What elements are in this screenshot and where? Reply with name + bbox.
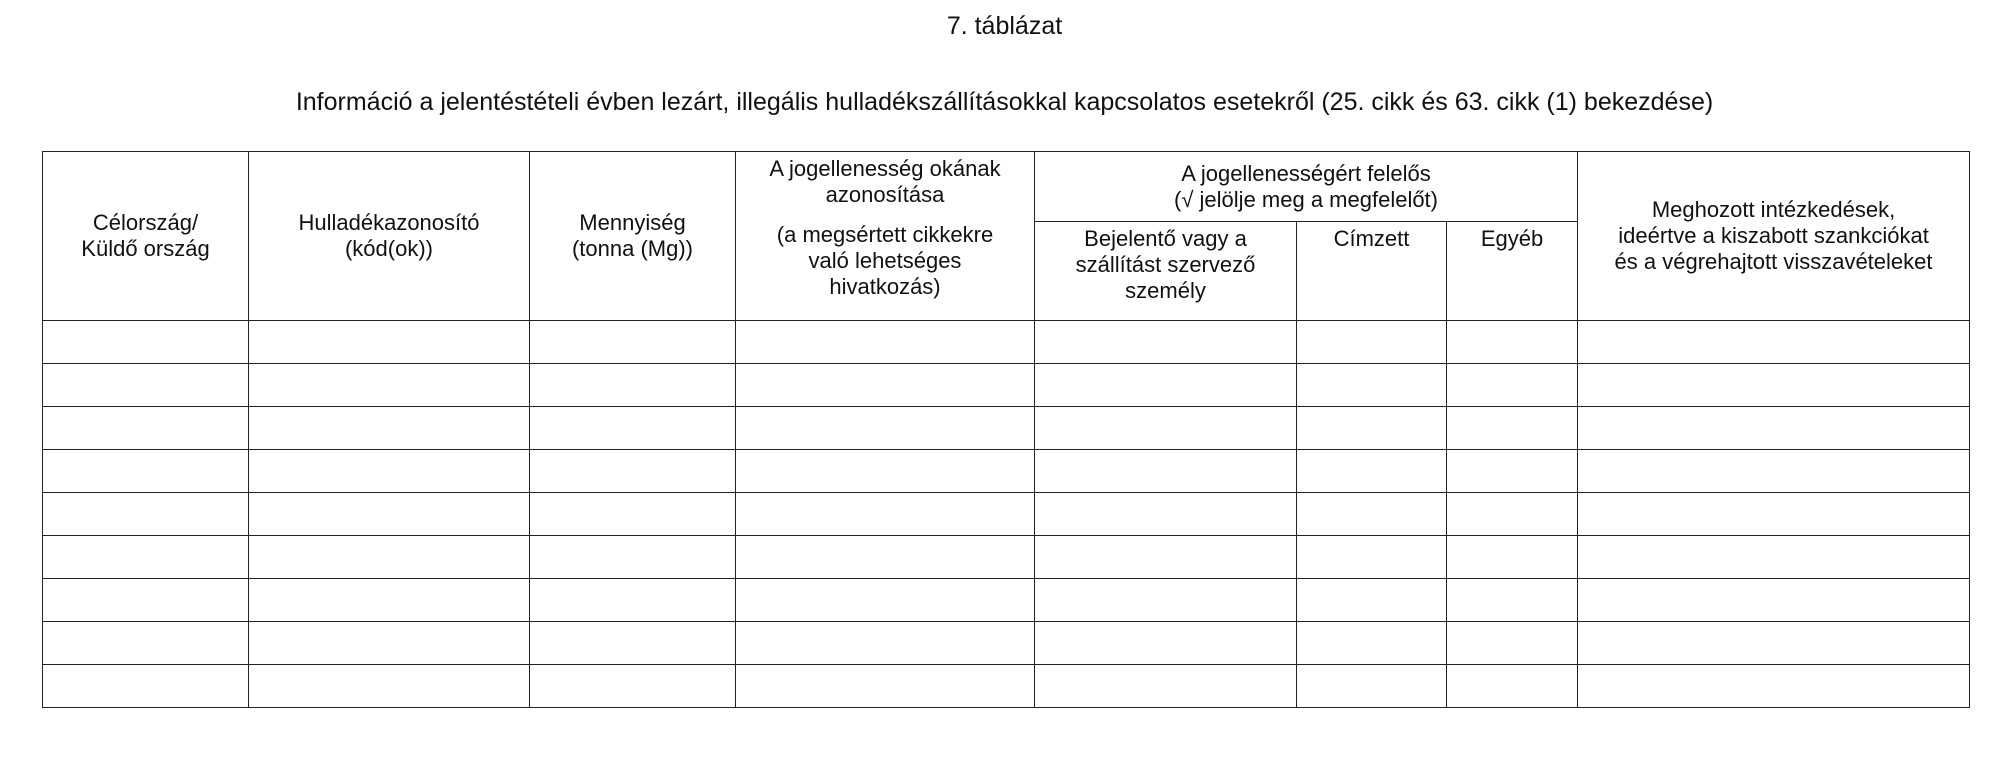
header-responsible-notifier bbox=[1035, 222, 1297, 321]
table-cell[interactable] bbox=[1578, 579, 1970, 622]
table-cell[interactable] bbox=[530, 450, 736, 493]
table-cell[interactable] bbox=[1297, 450, 1447, 493]
table-body bbox=[43, 321, 1970, 708]
table-cell[interactable] bbox=[1447, 450, 1578, 493]
table-cell[interactable] bbox=[1297, 622, 1447, 665]
table-cell[interactable] bbox=[736, 622, 1035, 665]
table-cell[interactable] bbox=[249, 579, 530, 622]
header-country-line-1: Célország/ bbox=[92, 210, 199, 235]
table-cell[interactable] bbox=[1447, 364, 1578, 407]
table-cell[interactable] bbox=[1035, 407, 1297, 450]
header-country-line-2: Küldő ország bbox=[81, 236, 210, 261]
table-cell[interactable] bbox=[1035, 536, 1297, 579]
table-cell[interactable] bbox=[1447, 622, 1578, 665]
table-row bbox=[43, 321, 1970, 364]
table-cell[interactable] bbox=[1578, 450, 1970, 493]
table-cell[interactable] bbox=[43, 622, 249, 665]
table-cell[interactable] bbox=[43, 407, 249, 450]
table-cell[interactable] bbox=[43, 579, 249, 622]
table-cell[interactable] bbox=[1297, 321, 1447, 364]
header-notifier-line-1: Bejelentő vagy a bbox=[1084, 226, 1247, 251]
table-cell[interactable] bbox=[249, 622, 530, 665]
table-cell[interactable] bbox=[530, 579, 736, 622]
table-cell[interactable] bbox=[736, 665, 1035, 708]
header-quantity-line-2: (tonna (Mg)) bbox=[571, 236, 694, 261]
table-row bbox=[43, 364, 1970, 407]
table-cell[interactable] bbox=[1447, 321, 1578, 364]
table-cell[interactable] bbox=[43, 665, 249, 708]
table-cell[interactable] bbox=[1035, 493, 1297, 536]
header-notifier-line-3: személy bbox=[1125, 278, 1206, 303]
table-cell[interactable] bbox=[1578, 665, 1970, 708]
table-cell[interactable] bbox=[43, 364, 249, 407]
table-cell[interactable] bbox=[530, 536, 736, 579]
table-number: 7. táblázat bbox=[946, 12, 1063, 40]
table-cell[interactable] bbox=[736, 536, 1035, 579]
illegal-shipments-table bbox=[42, 151, 1970, 708]
table-row bbox=[43, 665, 1970, 708]
header-quantity bbox=[530, 152, 736, 321]
header-responsible-line-1: A jogellenességért felelős bbox=[1181, 160, 1431, 186]
table-cell[interactable] bbox=[736, 364, 1035, 407]
table-cell[interactable] bbox=[1447, 579, 1578, 622]
table-cell[interactable] bbox=[1578, 364, 1970, 407]
header-notifier-line-2: szállítást szervező bbox=[1075, 252, 1256, 277]
table-caption: Információ a jelentéstételi évben lezárt, illegális hulladékszállításokkal kapcsolatos esetekről (25. cikk és 63. cikk (1) bekezdése) bbox=[295, 88, 1714, 116]
table-cell[interactable] bbox=[530, 364, 736, 407]
table-row bbox=[43, 536, 1970, 579]
table-cell[interactable] bbox=[1297, 493, 1447, 536]
table-cell[interactable] bbox=[249, 493, 530, 536]
table-cell[interactable] bbox=[736, 407, 1035, 450]
header-illegality-note-line-1: (a megsértett cikkekre bbox=[776, 222, 994, 247]
table-cell[interactable] bbox=[43, 321, 249, 364]
table-cell[interactable] bbox=[249, 321, 530, 364]
table-cell[interactable] bbox=[1297, 665, 1447, 708]
header-waste-id-line-1: Hulladékazonosító bbox=[298, 210, 480, 235]
header-illegality-reason-line-1: A jogellenesség okának bbox=[769, 156, 1001, 181]
table-cell[interactable] bbox=[530, 321, 736, 364]
table-cell[interactable] bbox=[1447, 407, 1578, 450]
header-responsible-group bbox=[1035, 152, 1578, 222]
table-cell[interactable] bbox=[1297, 407, 1447, 450]
table-cell[interactable] bbox=[1447, 665, 1578, 708]
table-cell[interactable] bbox=[43, 450, 249, 493]
table-row bbox=[43, 407, 1970, 450]
table-cell[interactable] bbox=[249, 450, 530, 493]
header-measures-line-3: és a végrehajtott visszavételeket bbox=[1614, 249, 1933, 274]
table-cell[interactable] bbox=[249, 407, 530, 450]
table-cell[interactable] bbox=[1297, 536, 1447, 579]
table-cell[interactable] bbox=[530, 665, 736, 708]
header-responsible-consignee: Címzett bbox=[1297, 222, 1447, 321]
table-cell[interactable] bbox=[1578, 622, 1970, 665]
header-measures-line-1: Meghozott intézkedések, bbox=[1651, 197, 1896, 222]
table-cell[interactable] bbox=[1578, 321, 1970, 364]
table-cell[interactable] bbox=[1578, 407, 1970, 450]
table-row bbox=[43, 450, 1970, 493]
table-row bbox=[43, 622, 1970, 665]
header-measures-line-2: ideértve a kiszabott szankciókat bbox=[1618, 223, 1929, 248]
table-cell[interactable] bbox=[1035, 321, 1297, 364]
table-cell[interactable] bbox=[1035, 579, 1297, 622]
header-illegality-note-line-2: való lehetséges bbox=[808, 248, 962, 273]
table-cell[interactable] bbox=[249, 665, 530, 708]
table-cell[interactable] bbox=[530, 407, 736, 450]
table-cell[interactable] bbox=[736, 493, 1035, 536]
table-cell[interactable] bbox=[736, 321, 1035, 364]
table-cell[interactable] bbox=[1447, 493, 1578, 536]
header-illegality-reason-line-2: azonosítása bbox=[825, 182, 945, 207]
header-quantity-line-1: Mennyiség bbox=[579, 210, 686, 235]
table-cell[interactable] bbox=[1447, 536, 1578, 579]
table-cell[interactable] bbox=[1035, 665, 1297, 708]
table-cell[interactable] bbox=[1578, 493, 1970, 536]
table-cell[interactable] bbox=[1578, 536, 1970, 579]
table-cell[interactable] bbox=[1297, 364, 1447, 407]
header-measures bbox=[1578, 152, 1970, 321]
table-row bbox=[43, 579, 1970, 622]
table-cell[interactable] bbox=[1035, 364, 1297, 407]
table-cell[interactable] bbox=[736, 579, 1035, 622]
table-cell[interactable] bbox=[249, 364, 530, 407]
table-row bbox=[43, 493, 1970, 536]
table-cell[interactable] bbox=[1035, 450, 1297, 493]
header-responsible-other: Egyéb bbox=[1447, 222, 1578, 321]
table-cell[interactable] bbox=[249, 536, 530, 579]
table-cell[interactable] bbox=[530, 493, 736, 536]
table-cell[interactable] bbox=[736, 450, 1035, 493]
header-illegality-note-line-3: hivatkozás) bbox=[829, 274, 941, 299]
header-waste-id-line-2: (kód(ok)) bbox=[344, 236, 433, 261]
table-cell[interactable] bbox=[1297, 579, 1447, 622]
header-waste-id bbox=[249, 152, 530, 321]
table-cell[interactable] bbox=[43, 493, 249, 536]
header-responsible-line-2: (√ jelölje meg a megfelelőt) bbox=[1174, 186, 1438, 212]
table-cell[interactable] bbox=[1035, 622, 1297, 665]
header-illegality-reason bbox=[736, 152, 1035, 321]
table-cell[interactable] bbox=[43, 536, 249, 579]
header-country bbox=[43, 152, 249, 321]
table-cell[interactable] bbox=[530, 622, 736, 665]
